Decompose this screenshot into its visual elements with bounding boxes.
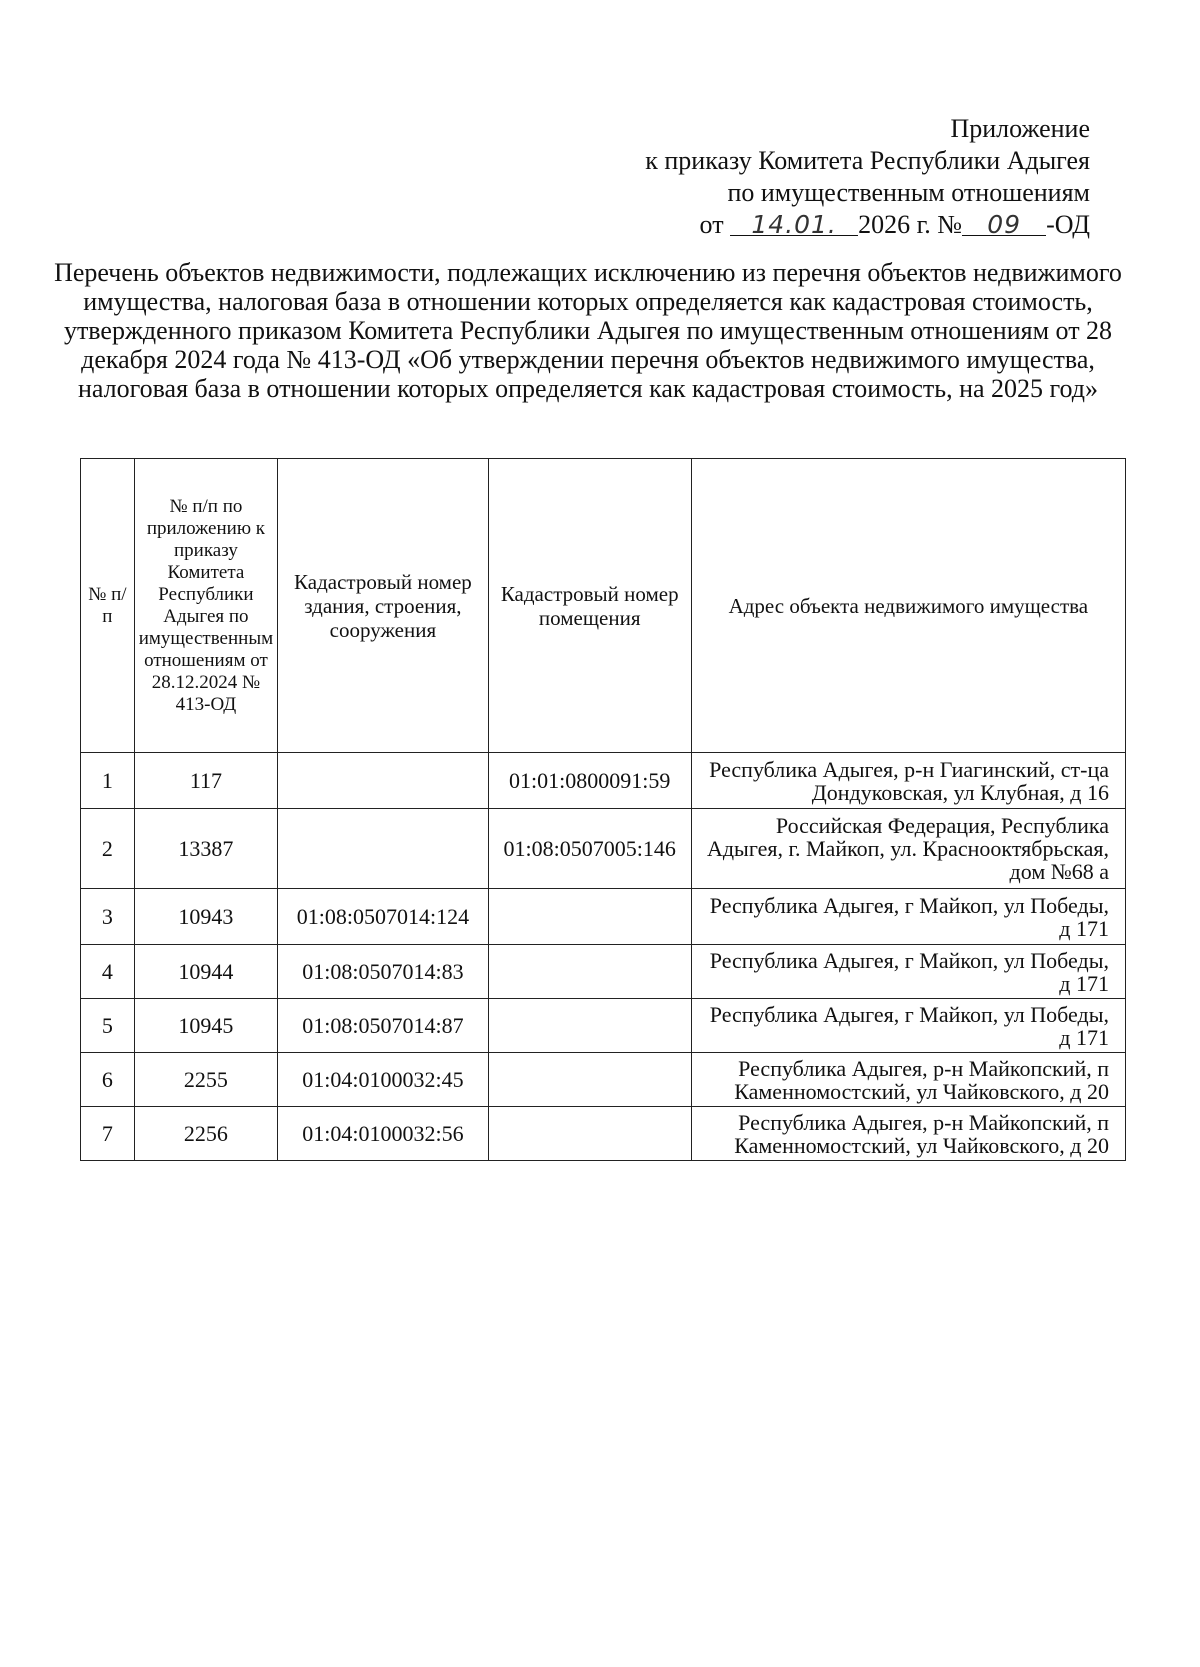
cell-building: 01:08:0507014:124 <box>278 889 489 945</box>
annex-title: Приложение <box>950 114 1090 143</box>
cell-num: 3 <box>81 889 135 945</box>
cell-num: 7 <box>81 1107 135 1161</box>
cell-address: Республика Адыгея, р-н Майкопский, п Каменномостский, ул Чайковского, д 20 <box>691 1107 1125 1161</box>
objects-table <box>80 458 1126 1161</box>
date-field <box>730 209 858 239</box>
cell-premises <box>488 1053 691 1107</box>
document-title: Перечень объектов недвижимости, подлежащих исключению из перечня объектов недвижимого имущества, налоговая база в отношении которых определяется как кадастровая стоимость, утвержденного приказом Комитета Республики Адыгея по имущественным отношениям от 28 декабря 2024 года № 413-ОД «Об утверждении перечня объектов недвижимого имущества, налоговая база в отношении которых определяется как кадастровая стоимость, на 2025 год» <box>54 258 1122 403</box>
cell-premises <box>488 889 691 945</box>
cell-premises: 01:08:0507005:146 <box>488 809 691 889</box>
cell-building: 01:04:0100032:56 <box>278 1107 489 1161</box>
cell-num: 2 <box>81 809 135 889</box>
cell-address: Республика Адыгея, г Майкоп, ул Победы, д 171 <box>691 999 1125 1053</box>
handwritten-date: 14.01. <box>751 210 837 239</box>
cell-address: Республика Адыгея, г Майкоп, ул Победы, д 171 <box>691 889 1125 945</box>
table-row <box>81 1053 1126 1107</box>
table-row <box>81 999 1126 1053</box>
cell-address: Республика Адыгея, р-н Гиагинский, ст-ца Дондуковская, ул Клубная, д 16 <box>691 753 1125 809</box>
cell-num: 6 <box>81 1053 135 1107</box>
year-text: 2026 <box>858 210 911 239</box>
table-header-row <box>81 459 1126 753</box>
handwritten-number: 09 <box>987 210 1022 239</box>
cell-building: 01:08:0507014:83 <box>278 945 489 999</box>
cell-address: Республика Адыгея, р-н Майкопский, п Каменномостский, ул Чайковского, д 20 <box>691 1053 1125 1107</box>
header-building-cadastral: Кадастровый номер здания, строения, сооружения <box>278 459 489 753</box>
annex-header <box>645 113 1090 241</box>
cell-num: 1 <box>81 753 135 809</box>
header-annex-num: № п/п по приложению к приказу Комитета Республики Адыгея по имущественным отношениям от 28.12.2024 № 413-ОД <box>134 459 277 753</box>
annex-date-line <box>645 209 1090 241</box>
cell-building <box>278 753 489 809</box>
year-suffix: г. № <box>916 210 963 239</box>
cell-building: 01:04:0100032:45 <box>278 1053 489 1107</box>
table-row <box>81 753 1126 809</box>
cell-address: Российская Федерация, Республика Адыгея, г. Майкоп, ул. Краснооктябрьская, дом №68 а <box>691 809 1125 889</box>
cell-building: 01:08:0507014:87 <box>278 999 489 1053</box>
annex-order-ref: к приказу Комитета Республики Адыгея <box>645 146 1090 175</box>
cell-annex-num: 10944 <box>134 945 277 999</box>
cell-premises <box>488 945 691 999</box>
table-row <box>81 945 1126 999</box>
table-row <box>81 809 1126 889</box>
cell-annex-num: 117 <box>134 753 277 809</box>
table-row <box>81 1107 1126 1161</box>
cell-annex-num: 10945 <box>134 999 277 1053</box>
table-row <box>81 889 1126 945</box>
cell-annex-num: 2255 <box>134 1053 277 1107</box>
cell-building <box>278 809 489 889</box>
date-prefix: от <box>699 210 724 239</box>
header-address: Адрес объекта недвижимого имущества <box>691 459 1125 753</box>
cell-num: 4 <box>81 945 135 999</box>
number-suffix: -ОД <box>1046 210 1090 239</box>
header-premises-cadastral: Кадастровый номер помещения <box>488 459 691 753</box>
cell-premises <box>488 1107 691 1161</box>
cell-annex-num: 13387 <box>134 809 277 889</box>
number-field <box>962 209 1046 239</box>
cell-annex-num: 2256 <box>134 1107 277 1161</box>
annex-committee: по имущественным отношениям <box>727 178 1090 207</box>
cell-num: 5 <box>81 999 135 1053</box>
cell-annex-num: 10943 <box>134 889 277 945</box>
header-num: № п/п <box>81 459 135 753</box>
cell-premises <box>488 999 691 1053</box>
cell-premises: 01:01:0800091:59 <box>488 753 691 809</box>
cell-address: Республика Адыгея, г Майкоп, ул Победы, д 171 <box>691 945 1125 999</box>
